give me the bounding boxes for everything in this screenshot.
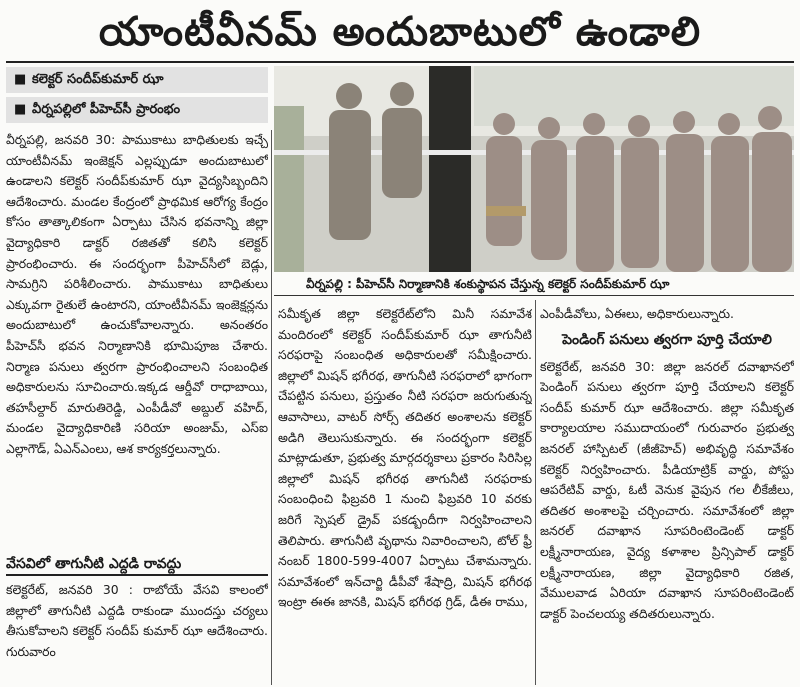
deck-collector-text: కలెక్టర్ సందీప్‌కుమార్ ఝా: [32, 72, 164, 87]
article-antivenom-body: వీర్నపల్లి, జనవరి 30: పాముకాటు బాధితులకు ఇచ్చే యాంటీవీనమ్ ఇంజెక్షన్ ఎల్లప్పుడూ అందుబాటులో ఉండాలని కలెక్టర్ సందీప్‌కుమార్ ఝా వైద్యసిబ్బందిని ఆదేశించారు. మండల కేంద్రంలో ప్రాథమిక ఆరోగ్య కేంద్రం కోసం తాత్కాలికంగా ఏర్పాటు చేసిన భవనాన్ని జిల్లా వైద్యాధికారి డాక్టర్ రజితతో కలిసి కలెక్టర్ ప్రారంభించారు. ఈ సందర్భంగా పీహెచ్‌సీలో బెడ్లు, సామగ్రిని పరిశీలించారు. పాముకాటు బాధితులు ఎక్కువగా రైతులే ఉంటారని, యాంటీవీనమ్ ఇంజెక్షన్లను అందుబాటులో ఉంచుకోవాలన్నారు. అనంతరం పీహెచ్‌సీ భవన నిర్మాణానికి భూమిపూజ చేశారు. నిర్మాణ పనులు త్వరగా ప్రారంభించాలని సంబంధిత అధికారులను సూచించారు.ఇక్కడ ఆర్డీవో రాధాబాయి, తహసీల్దార్ మారుతిరెడ్డి, ఎంపీడీవో అబ్దుల్ వహిద్, మండల వైద్యాధికారిణి సరియా అంజుమ్, ఎస్ఐ ఎల్లాగౌడ్, ఏఎన్ఎంలు, ఆశ కార్యకర్తలున్నారు.: [6, 132, 268, 456]
subhead-water: వేసవిలో తాగునీటి ఎద్దడి రావద్దు: [6, 552, 268, 576]
article-pending-column: [540, 304, 794, 684]
article-water-ending: ఎంపీడీవోలు, ఏఈలు, అధికారులున్నారు.: [540, 306, 734, 321]
article-water-continued: [278, 304, 532, 684]
bullet-icon: ■: [14, 102, 27, 117]
column-divider: [271, 130, 272, 685]
headline-rule: [6, 61, 794, 63]
headline: యాంటీవీనమ్ అందుబాటులో ఉండాలి: [98, 9, 702, 55]
news-photo: [274, 66, 794, 272]
article-pending-body: కలెక్టరేట్, జనవరి 30: జిల్లా జనరల్ దవాఖానలో పెండింగ్ పనులు త్వరగా పూర్తి చేయాలని కలెక్టర్ సందీప్ కుమార్ ఝా ఆదేశించారు. జిల్లా సమీకృత కార్యాలయాల సముదాయంలో గురువారం ప్రభుత్వ జనరల్ హాస్పిటల్ (జీజీహెచ్) అభివృద్ధి సమావేశం కలెక్టర్ నిర్వహించారు. పీడియాట్రిక్ వార్డు, పోస్టు ఆపరేటివ్ వార్డు, ఓటీ వెనుక వైపున గల లీకేజీలు, తదితర అంశాలపై చర్చించారు. సమావేశంలో జిల్లా జనరల్ దవాఖాన సూపరింటెండెంట్ డాక్టర్ లక్ష్మీనారాయణ, వైద్య కళాశాల ప్రిన్సిపాల్ డాక్టర్ లక్ష్మీనారాయణ, జిల్లా వైద్యాధికారి రజిత, వేములవాడ ఏరియా దవాఖాన సూపరింటెండెంట్ డాక్టర్ పెంచలయ్య తదితరులున్నారు.: [540, 358, 794, 621]
photo-caption: వీర్నపల్లి : పీహెచ్‌సీ నిర్మాణానికి శంకుస్థాపన చేస్తున్న కలెక్టర్ సందీప్‌కుమార్ ఝా: [274, 272, 794, 296]
bullet-icon: ■: [14, 72, 27, 87]
deck-phc-text: వీర్నపల్లిలో పీహెచ్‌సీ ప్రారంభం: [32, 102, 181, 117]
deck-collector: [6, 67, 268, 93]
article-water-intro: [6, 580, 268, 684]
deck-phc: [6, 97, 268, 123]
article-water-continued-body: సమీకృత జిల్లా కలెక్టరేట్‌లోని మినీ సమావేశ మందిరంలో కలెక్టర్ సందీప్‌కుమార్ ఝా తాగునీటి సరఫరాపై సంబంధిత అధికారులతో సమీక్షించారు. జిల్లాలో మిషన్ భగీరథ, తాగునీటి సరఫరాలో భాగంగా చేపట్టిన పనులు, ప్రస్తుతం నీటి సరఫరా జరుగుతున్న ఆవాసాలు, వాటర్ సోర్స్ తదితర అంశాలను కలెక్టర్ అడిగి తెలుసుకున్నారు. ఈ సందర్భంగా కలెక్టర్ మాట్లాడుతూ, ప్రభుత్వ మార్గదర్శకాలు ప్రకారం సిరిసిల్ల జిల్లాలో మిషన్ భగీరథ తాగునీటి సరఫరాకు సంబంధించి ఫిబ్రవరి 1 నుంచి ఫిబ్రవరి 10 వరకు జరిగే స్పెషల్ డ్రైవ్ పకడ్బందీగా నిర్వహించాలని తెలిపారు. తాగునీటి వృథాను నివారించాలని, టోల్ ఫ్రీ నంబర్ 1800-599-4007 ఏర్పాటు చేశామన్నారు. సమావేశంలో ఇన్‌చార్జి డీపీవో శేషాద్రి, మిషన్ భగీరథ ఇంట్రా ఈఈ జానకి, మిషన్ భగీరథ గ్రిడ్, డీఈ రాము,: [278, 306, 532, 610]
article-antivenom: [6, 130, 268, 550]
column-divider: [535, 300, 536, 685]
subhead-pending: పెండింగ్ పనులు త్వరగా పూర్తి చేయాలి: [562, 331, 772, 348]
article-water-intro-body: కలెక్టరేట్, జనవరి 30 : రాబోయే వేసవి కాలంలో జిల్లాలో తాగునీటి ఎద్దడి రాకుండా ముందస్తు చర్యలు తీసుకోవాలని కలెక్టర్ సందీప్ కుమార్ ఝా ఆదేశించారు. గురువారం: [6, 582, 268, 659]
